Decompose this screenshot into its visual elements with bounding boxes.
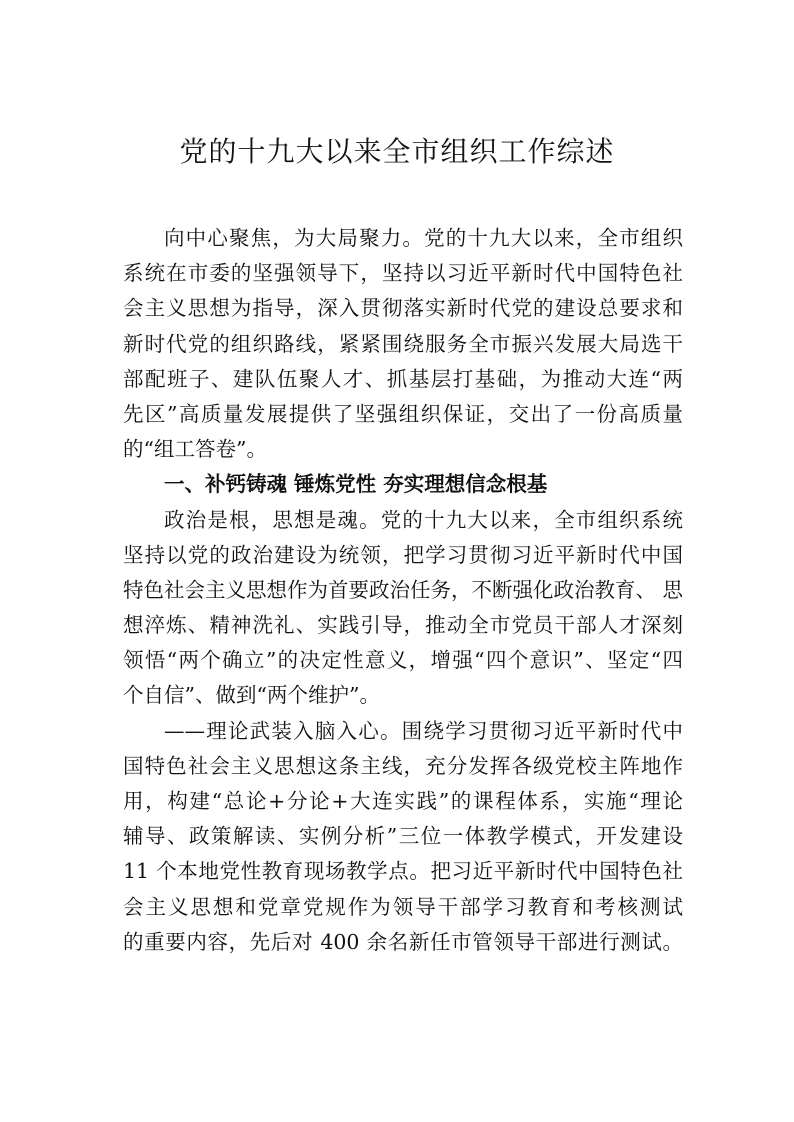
text-line: 系统在市委的坚强领导下，坚持以习近平新时代中国特色社: [123, 261, 683, 286]
intro-paragraph: [123, 221, 683, 467]
section1-paragraph-2: [123, 714, 683, 960]
document-body: [123, 221, 683, 960]
text-line: 用，构建“总论+分论+大连实践”的课程体系，实施“理论: [123, 789, 683, 813]
text-line: 向中心聚焦，为大局聚力。党的十九大以来，全市组织: [164, 226, 683, 250]
text-line: 先区”高质量发展提供了坚强组织保证，交出了一份高质量: [123, 401, 683, 426]
text-line: 的重要内容，先后对 400 余名新任市管领导干部进行测试。: [123, 929, 683, 954]
text-line: 想淬炼、精神洗礼、实践引导，推动全市党员干部人才深刻: [123, 613, 683, 638]
section1-paragraph-1: [123, 503, 683, 714]
text-line: 的“组工答卷”。: [123, 437, 267, 462]
document-title: 党的十九大以来全市组织工作综述: [179, 135, 615, 168]
text-line: 会主义思想为指导，深入贯彻落实新时代党的建设总要求和: [123, 296, 683, 321]
text-line: 领悟“两个确立”的决定性意义，增强“四个意识”、坚定“四: [123, 648, 683, 673]
text-line: 辅导、政策解读、实例分析”三位一体教学模式，开发建设: [123, 824, 683, 849]
text-line: 国特色社会主义思想这条主线，充分发挥各级党校主阵地作: [123, 753, 683, 778]
section-heading: 一、补钙铸魂 锤炼党性 夯实理想信念根基: [164, 472, 548, 497]
text-line: 坚持以党的政治建设为统领，把学习贯彻习近平新时代中国: [123, 542, 683, 567]
text-line: 新时代党的组织路线，紧紧围绕服务全市振兴发展大局选干: [123, 331, 683, 356]
text-line: 个自信”、做到“两个维护”。: [123, 683, 380, 708]
text-line: ——理论武装入脑入心。围绕学习贯彻习近平新时代中: [164, 718, 683, 743]
text-line: 政治是根，思想是魂。党的十九大以来，全市组织系统: [164, 507, 683, 532]
text-line: 部配班子、建队伍聚人才、抓基层打基础，为推动大连“两: [123, 366, 683, 391]
text-line: 特色社会主义思想作为首要政治任务，不断强化政治教育、 思: [123, 577, 683, 602]
text-line: 会主义思想和党章党规作为领导干部学习教育和考核测试: [123, 894, 683, 919]
text-line: 11 个本地党性教育现场教学点。把习近平新时代中国特色社: [123, 859, 683, 884]
